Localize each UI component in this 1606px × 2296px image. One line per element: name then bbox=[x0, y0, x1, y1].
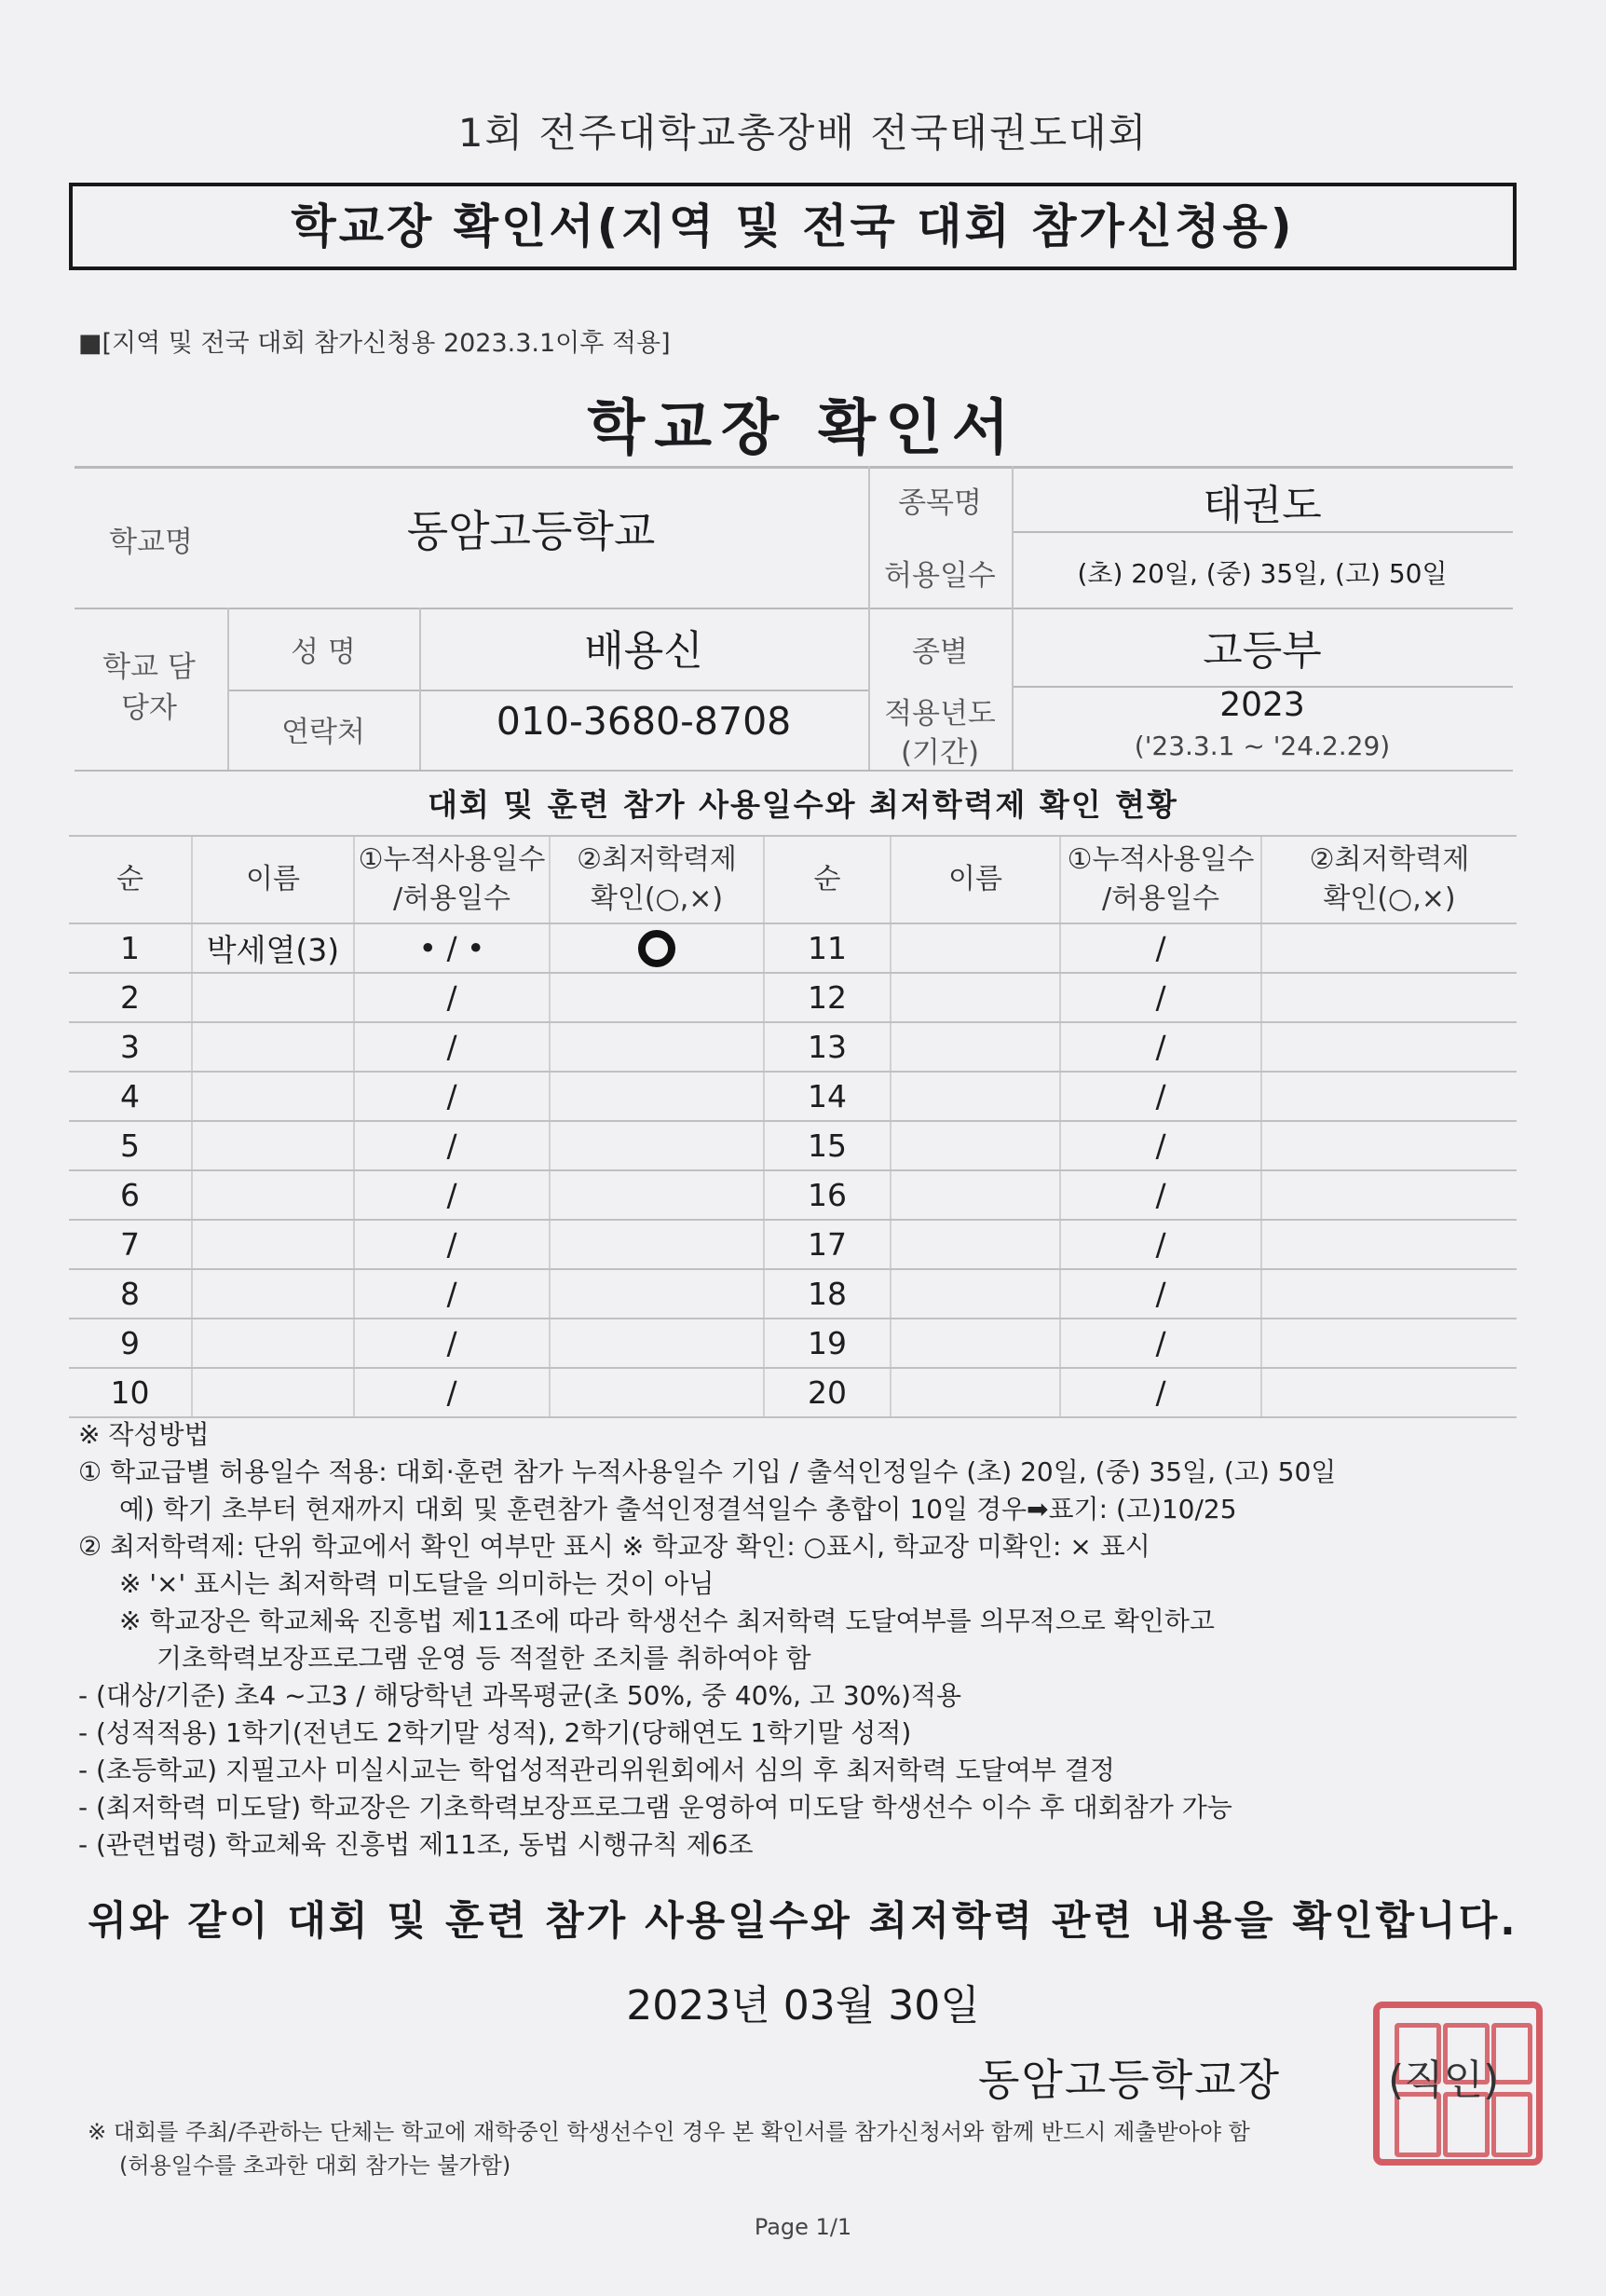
row-name bbox=[192, 1319, 354, 1368]
row-days: / bbox=[1060, 1022, 1261, 1072]
event-label: 종목명 bbox=[898, 486, 982, 520]
table-row bbox=[69, 1319, 1517, 1368]
row-min-academic bbox=[550, 923, 764, 973]
row-no: 15 bbox=[764, 1121, 891, 1170]
allowed-days-value: (초) 20일, (중) 35일, (고) 50일 bbox=[1077, 558, 1448, 589]
row-days: / bbox=[1060, 1170, 1261, 1220]
instruction-line: ① 학교급별 허용일수 적용: 대회·훈련 참가 누적사용일수 기입 / 출석인정일수 (초) 20일, (중) 35일, (고) 50일 bbox=[78, 1456, 1337, 1487]
row-min-academic bbox=[1261, 1220, 1517, 1269]
row-no: 5 bbox=[69, 1121, 192, 1170]
row-no: 18 bbox=[764, 1269, 891, 1319]
row-name bbox=[192, 1220, 354, 1269]
row-no: 14 bbox=[764, 1072, 891, 1121]
row-days: / bbox=[354, 1319, 550, 1368]
header-min-academic: ②최저학력제 확인(○,×) bbox=[550, 836, 764, 923]
row-name bbox=[891, 973, 1060, 1022]
row-no: 20 bbox=[764, 1368, 891, 1417]
period-label: (기간) bbox=[900, 736, 980, 770]
table-row bbox=[69, 1368, 1517, 1417]
row-days: / bbox=[354, 1220, 550, 1269]
row-name bbox=[891, 1368, 1060, 1417]
table-row bbox=[69, 923, 1517, 973]
year-value: 2023 bbox=[1219, 686, 1305, 724]
instruction-line: ② 최저학력제: 단위 학교에서 확인 여부만 표시 ※ 학교장 확인: ○표시, 학교장 미확인: × 표시 bbox=[78, 1531, 1150, 1562]
row-no: 3 bbox=[69, 1022, 192, 1072]
table-row bbox=[69, 973, 1517, 1022]
category-value: 고등부 bbox=[1203, 627, 1322, 675]
row-days: • / • bbox=[354, 923, 550, 973]
row-name bbox=[891, 923, 1060, 973]
row-name bbox=[192, 973, 354, 1022]
person-name-value: 배용신 bbox=[584, 627, 703, 675]
row-no: 8 bbox=[69, 1269, 192, 1319]
header-name-2: 이름 bbox=[891, 836, 1060, 923]
application-note: ■[지역 및 전국 대회 참가신청용 2023.3.1이후 적용] bbox=[78, 329, 671, 358]
row-min-academic bbox=[1261, 1319, 1517, 1368]
row-days: / bbox=[354, 1170, 550, 1220]
header-min-academic-2: ②최저학력제 확인(○,×) bbox=[1261, 836, 1517, 923]
event-value: 태권도 bbox=[1203, 482, 1322, 529]
row-days: / bbox=[1060, 1072, 1261, 1121]
row-name bbox=[192, 1072, 354, 1121]
seal-label: (직인) bbox=[1388, 2057, 1500, 2104]
row-no: 19 bbox=[764, 1319, 891, 1368]
header-name: 이름 bbox=[192, 836, 354, 923]
row-min-academic bbox=[1261, 1368, 1517, 1417]
row-min-academic bbox=[1261, 1022, 1517, 1072]
header-days-2: ①누적사용일수 /허용일수 bbox=[1060, 836, 1261, 923]
row-min-academic bbox=[550, 1022, 764, 1072]
instruction-line: - (최저학력 미도달) 학교장은 기초학력보장프로그램 운영하여 미도달 학생선수 이수 후 대회참가 가능 bbox=[78, 1792, 1232, 1823]
row-min-academic bbox=[550, 1121, 764, 1170]
row-min-academic bbox=[550, 1368, 764, 1417]
instruction-line: 예) 학기 초부터 현재까지 대회 및 훈련참가 출석인정결석일수 총합이 10일 경우➡표기: (고)10/25 bbox=[119, 1494, 1237, 1524]
writing-instructions bbox=[78, 1416, 1531, 1864]
school-manager-label: 학교 담당자 bbox=[102, 650, 196, 725]
row-name bbox=[891, 1022, 1060, 1072]
row-min-academic bbox=[550, 973, 764, 1022]
row-min-academic bbox=[1261, 973, 1517, 1022]
row-name bbox=[891, 1170, 1060, 1220]
row-min-academic bbox=[1261, 1170, 1517, 1220]
table-row bbox=[69, 1072, 1517, 1121]
row-min-academic bbox=[1261, 923, 1517, 973]
participation-table bbox=[69, 835, 1517, 1418]
row-min-academic bbox=[1261, 1121, 1517, 1170]
row-min-academic bbox=[550, 1072, 764, 1121]
issue-date: 2023년 03월 30일 bbox=[626, 1982, 980, 2030]
row-no: 17 bbox=[764, 1220, 891, 1269]
row-name bbox=[192, 1269, 354, 1319]
row-name bbox=[891, 1220, 1060, 1269]
row-name bbox=[891, 1269, 1060, 1319]
year-label: 적용년도 bbox=[884, 697, 996, 731]
row-name bbox=[891, 1072, 1060, 1121]
row-no: 2 bbox=[69, 973, 192, 1022]
row-no: 10 bbox=[69, 1368, 192, 1417]
footnote bbox=[88, 2115, 1541, 2182]
instruction-line: ※ 학교장은 학교체육 진흥법 제11조에 따라 학생선수 최저학력 도달여부를 의무적으로 확인하고 bbox=[119, 1606, 1215, 1636]
confirmation-statement: 위와 같이 대회 및 훈련 참가 사용일수와 최저학력 관련 내용을 확인합니다. bbox=[88, 1898, 1518, 1945]
table-row bbox=[69, 1170, 1517, 1220]
footnote-line: ※ 대회를 주최/주관하는 단체는 학교에 재학중인 학생선수인 경우 본 확인서를 참가신청서와 함께 반드시 제출받아야 함 bbox=[88, 2119, 1250, 2145]
page-number: Page 1/1 bbox=[754, 2214, 852, 2240]
table-row bbox=[69, 1220, 1517, 1269]
row-min-academic bbox=[550, 1220, 764, 1269]
row-min-academic bbox=[1261, 1269, 1517, 1319]
section-title: 대회 및 훈련 참가 사용일수와 최저학력제 확인 현황 bbox=[428, 786, 1178, 823]
row-days: / bbox=[1060, 1319, 1261, 1368]
row-no: 6 bbox=[69, 1170, 192, 1220]
person-name-label: 성 명 bbox=[291, 636, 356, 669]
instruction-line: - (초등학교) 지필고사 미실시교는 학업성적관리위원회에서 심의 후 최저학력 도달여부 결정 bbox=[78, 1755, 1115, 1785]
row-days: / bbox=[354, 1072, 550, 1121]
school-name-label: 학교명 bbox=[109, 526, 193, 559]
header-no-2: 순 bbox=[764, 836, 891, 923]
row-days: / bbox=[1060, 973, 1261, 1022]
instructions-title: ※ 작성방법 bbox=[78, 1419, 210, 1450]
table-row bbox=[69, 1121, 1517, 1170]
event-title: 1회 전주대학교총장배 전국태권도대회 bbox=[457, 110, 1149, 156]
row-days: / bbox=[354, 1022, 550, 1072]
row-min-academic bbox=[550, 1170, 764, 1220]
row-no: 12 bbox=[764, 973, 891, 1022]
row-name bbox=[192, 1170, 354, 1220]
instruction-line: - (대상/기준) 초4 ~고3 / 해당학년 과목평균(초 50%, 중 40%, 고 30%)적용 bbox=[78, 1680, 962, 1711]
row-min-academic bbox=[1261, 1072, 1517, 1121]
period-value: ('23.3.1 ~ '24.2.29) bbox=[1134, 731, 1391, 761]
row-name: 박세열(3) bbox=[192, 923, 354, 973]
row-name bbox=[192, 1022, 354, 1072]
row-no: 7 bbox=[69, 1220, 192, 1269]
document-box-title: 학교장 확인서(지역 및 전국 대회 참가신청용) bbox=[291, 199, 1295, 253]
row-min-academic bbox=[550, 1319, 764, 1368]
contact-label: 연락처 bbox=[281, 716, 365, 749]
contact-value: 010-3680-8708 bbox=[496, 699, 792, 744]
row-no: 1 bbox=[69, 923, 192, 973]
instruction-line: - (관련법령) 학교체육 진흥법 제11조, 동법 시행규칙 제6조 bbox=[78, 1829, 754, 1860]
table-row bbox=[69, 1269, 1517, 1319]
circle-mark-icon bbox=[638, 930, 675, 967]
row-no: 13 bbox=[764, 1022, 891, 1072]
row-no: 4 bbox=[69, 1072, 192, 1121]
table-row bbox=[69, 1022, 1517, 1072]
row-days: / bbox=[1060, 1368, 1261, 1417]
row-days: / bbox=[1060, 1269, 1261, 1319]
row-no: 9 bbox=[69, 1319, 192, 1368]
row-min-academic bbox=[550, 1269, 764, 1319]
school-name-value: 동암고등학교 bbox=[406, 506, 656, 556]
instruction-line: ※ '×' 표시는 최저학력 미도달을 의미하는 것이 아님 bbox=[119, 1568, 715, 1599]
principal-name: 동암고등학교장 bbox=[978, 2055, 1282, 2105]
row-name bbox=[192, 1121, 354, 1170]
instruction-line: 기초학력보장프로그램 운영 등 적절한 조치를 취하여야 함 bbox=[157, 1643, 811, 1674]
instruction-line: - (성적적용) 1학기(전년도 2학기말 성적), 2학기(당해연도 1학기말 성적) bbox=[78, 1717, 912, 1748]
row-name bbox=[891, 1121, 1060, 1170]
row-days: / bbox=[354, 1269, 550, 1319]
row-name bbox=[192, 1368, 354, 1417]
row-days: / bbox=[354, 1368, 550, 1417]
row-days: / bbox=[354, 973, 550, 1022]
document-title-box bbox=[69, 183, 1517, 270]
category-label: 종별 bbox=[912, 636, 968, 669]
header-days: ①누적사용일수 /허용일수 bbox=[354, 836, 550, 923]
row-no: 11 bbox=[764, 923, 891, 973]
row-days: / bbox=[1060, 1121, 1261, 1170]
allowed-days-label: 허용일수 bbox=[884, 559, 996, 593]
row-days: / bbox=[1060, 923, 1261, 973]
document-heading: 학교장 확인서 bbox=[587, 394, 1019, 463]
row-days: / bbox=[1060, 1220, 1261, 1269]
row-name bbox=[891, 1319, 1060, 1368]
footnote-line: (허용일수를 초과한 대회 참가는 불가함) bbox=[119, 2152, 511, 2179]
header-no: 순 bbox=[69, 836, 192, 923]
table-header-row bbox=[69, 836, 1517, 923]
row-days: / bbox=[354, 1121, 550, 1170]
row-no: 16 bbox=[764, 1170, 891, 1220]
